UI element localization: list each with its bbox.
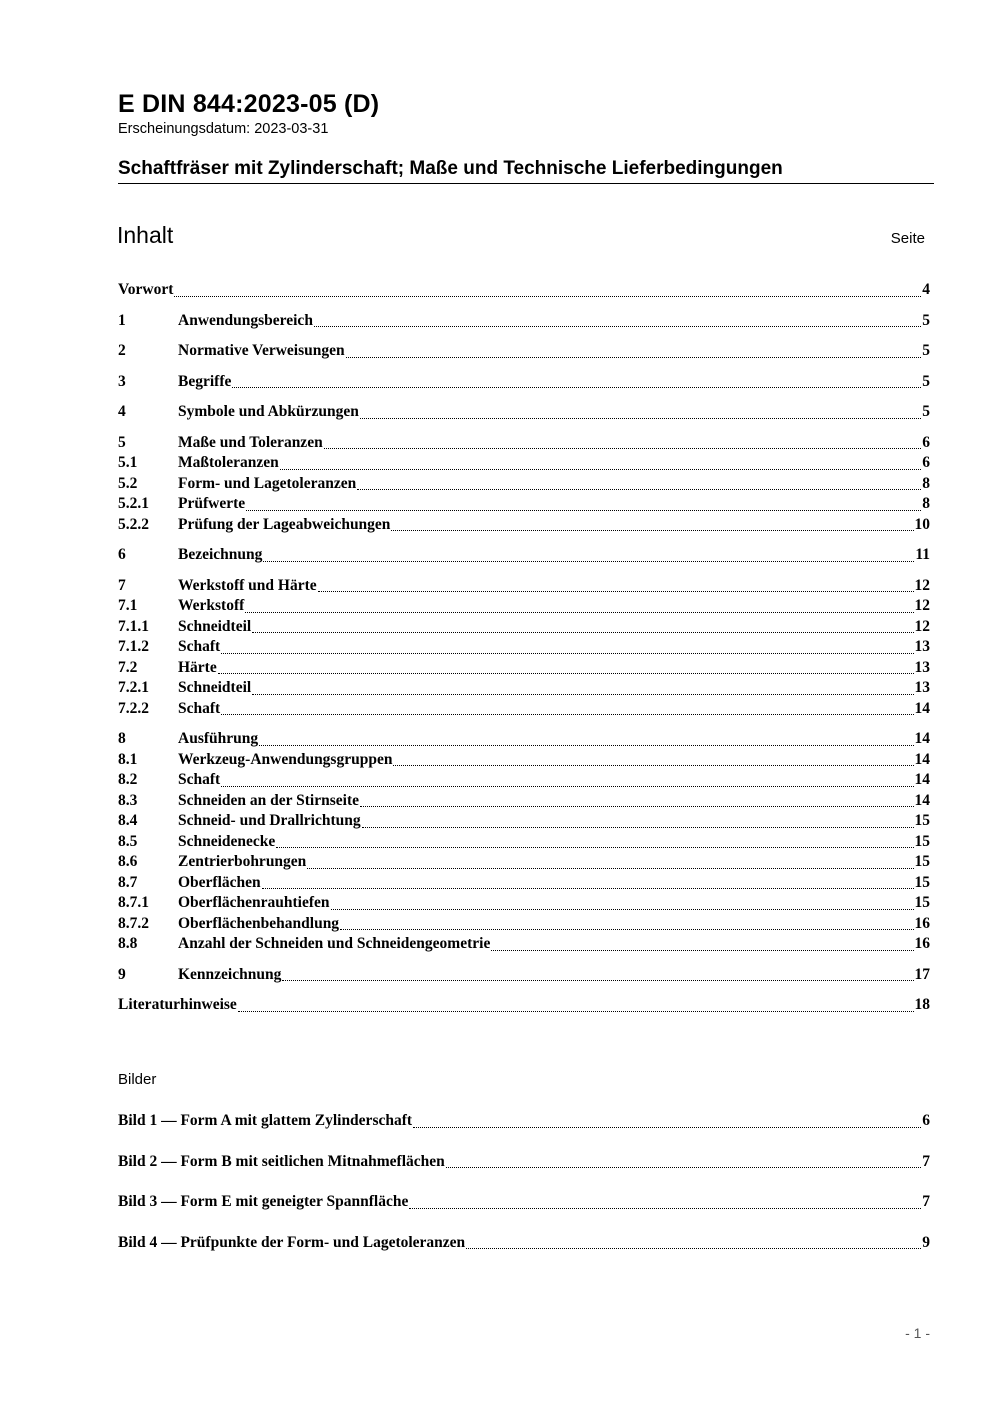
toc-entry-title: Schneiden an der Stirnseite [178,791,359,809]
toc-entry-title: Oberflächen [178,873,261,891]
toc-entry[interactable] [118,750,930,771]
toc-entry-page: 14 [914,750,930,768]
toc-entry-page: 15 [914,812,930,829]
figure-entry-title: Bild 3 — Form E mit geneigter Spannfläche [118,1193,409,1210]
figure-entry-title: Bild 2 — Form B mit seitlichen Mitnahmeflächen [118,1152,445,1170]
toc-entry-title: Literaturhinweise [118,996,237,1013]
toc-entry[interactable] [118,852,930,873]
dot-leader [221,649,913,654]
toc-entry-title: Maßtoleranzen [178,454,279,471]
dot-leader [232,383,921,388]
dot-leader [259,741,913,746]
toc-entry-number: 9 [118,965,126,983]
toc-entry-title: Schneid- und Drallrichtung [178,812,361,829]
toc-entry-title: Zentrierbohrungen [178,853,307,870]
figure-entry-page: 7 [922,1152,930,1170]
table-of-contents [118,280,930,1016]
toc-entry-title: Schaft [178,699,221,717]
dot-leader [245,608,913,613]
dot-leader [262,884,914,889]
toc-entry-number: 8.1 [118,750,138,768]
toc-entry-page: 14 [914,791,930,809]
toc-entry-number: 5.2 [118,474,138,492]
dot-leader [357,485,921,490]
document-title: E DIN 844:2023-05 (D) [118,90,380,118]
toc-entry[interactable] [118,791,930,812]
toc-entry-title: Schaft [178,638,221,655]
toc-entry-number: 8.2 [118,771,138,788]
toc-entry-number: 5.2.1 [118,495,149,512]
toc-entry-title: Symbole und Abkürzungen [178,403,359,420]
toc-entry-page: 13 [914,679,930,696]
dot-leader [391,526,913,531]
toc-entry[interactable] [118,617,930,638]
dot-leader [174,292,921,297]
toc-entry-title: Prüfung der Lageabweichungen [178,515,391,533]
toc-entry-page: 15 [914,832,930,850]
toc-entry-title: Kennzeichnung [178,965,282,983]
dot-leader [252,628,913,633]
toc-entry-title: Prüfwerte [178,495,246,512]
toc-entry-number: 8 [118,730,126,747]
toc-entry[interactable] [118,914,930,935]
toc-entry-title: Form- und Lagetoleranzen [178,474,357,492]
toc-entry-number: 5 [118,433,126,451]
toc-entry-number: 8.5 [118,832,138,850]
publication-date: Erscheinungsdatum: 2023-03-31 [118,121,329,137]
toc-entry-number: 3 [118,372,126,390]
toc-entry[interactable] [118,433,930,454]
dot-leader [413,1123,921,1128]
figure-entry-page: 6 [922,1112,930,1129]
toc-entry-page: 4 [922,281,930,298]
dot-leader [346,353,922,358]
toc-entry-number: 8.7.2 [118,914,149,932]
toc-entry[interactable] [118,474,930,495]
toc-entry-number: 7 [118,576,126,594]
figure-entry-page: 9 [922,1233,930,1251]
toc-entry-page: 14 [914,730,930,747]
dot-leader [362,823,914,828]
toc-entry-page: 18 [914,996,930,1013]
dot-leader [331,905,914,910]
figure-entry[interactable] [118,1233,930,1253]
dot-leader [263,557,914,562]
dot-leader [318,587,914,592]
figure-entry-title: Bild 1 — Form A mit glattem Zylinderschaft [118,1112,413,1129]
dot-leader [252,690,913,695]
toc-entry-title: Anwendungsbereich [178,311,313,329]
figures-heading: Bilder [118,1071,157,1088]
toc-entry-page: 6 [922,454,930,471]
toc-entry-number: 7.1.1 [118,617,149,635]
toc-entry-number: 6 [118,546,126,563]
toc-entry-page: 8 [922,474,930,492]
toc-entry-page: 10 [914,515,930,533]
toc-entry-number: 8.7 [118,873,138,891]
toc-entry-page: 15 [914,853,930,870]
toc-entry[interactable] [118,934,930,955]
dot-leader [238,1007,914,1012]
toc-entry-title: Maße und Toleranzen [178,433,323,451]
toc-entry[interactable] [118,893,930,914]
dot-leader [276,843,913,848]
toc-entry[interactable] [118,729,930,750]
dot-leader [360,414,921,419]
dot-leader [491,946,913,951]
toc-entry-title: Schneidteil [178,679,252,696]
dot-leader [360,802,914,807]
toc-entry[interactable] [118,658,930,679]
toc-entry-page: 12 [914,617,930,635]
toc-entry-page: 11 [915,546,930,563]
document-subtitle: Schaftfräser mit Zylinderschaft; Maße und Technische Lieferbedingungen [118,158,934,184]
toc-entry-number: 7.2.1 [118,679,149,696]
dot-leader [221,710,913,715]
dot-leader [314,322,921,327]
toc-entry-page: 17 [914,965,930,983]
toc-entry-number: 8.3 [118,791,138,809]
toc-page-column-label: Seite [890,230,925,247]
toc-heading: Inhalt [117,222,174,248]
toc-entry[interactable] [118,453,930,474]
toc-entry-number: 5.2.2 [118,515,149,533]
toc-entry-page: 15 [914,894,930,911]
toc-entry-title: Anzahl der Schneiden und Schneidengeometrie [178,935,491,952]
toc-entry[interactable] [118,770,930,791]
toc-entry-title: Begriffe [178,372,232,390]
dot-leader [340,925,913,930]
toc-entry[interactable] [118,811,930,832]
toc-entry-number: 8.7.1 [118,894,149,911]
dot-leader [246,506,921,511]
toc-entry-title: Oberflächenbehandlung [178,914,340,932]
dot-leader [466,1244,921,1249]
toc-entry-title: Schaft [178,771,221,788]
dot-leader [307,864,913,869]
toc-entry-page: 14 [914,699,930,717]
toc-entry-title: Oberflächenrauhtiefen [178,894,330,911]
toc-entry-title: Normative Verweisungen [178,342,345,359]
toc-entry-number: 7.1.2 [118,638,149,655]
toc-entry[interactable] [118,832,930,853]
figure-entry-page: 7 [922,1193,930,1210]
toc-entry-number: 5.1 [118,454,138,471]
toc-entry-page: 5 [922,311,930,329]
toc-entry[interactable] [118,341,930,362]
toc-entry[interactable] [118,576,930,597]
toc-entry[interactable] [118,494,930,515]
toc-entry-page: 12 [914,597,930,614]
toc-entry-title: Härte [178,658,217,676]
toc-entry-page: 8 [922,495,930,512]
toc-entry-number: 8.4 [118,812,138,829]
dot-leader [409,1204,921,1209]
toc-entry[interactable] [118,372,930,393]
toc-entry-title: Vorwort [118,281,174,298]
toc-entry-title: Werkstoff und Härte [178,576,317,594]
toc-entry[interactable] [118,637,930,658]
toc-entry-page: 13 [914,638,930,655]
toc-entry[interactable] [118,965,930,986]
dot-leader [280,465,922,470]
dot-leader [446,1163,921,1168]
figure-entry[interactable] [118,1111,930,1131]
toc-entry-title: Werkzeug-Anwendungsgruppen [178,750,393,768]
toc-entry[interactable] [118,699,930,720]
toc-entry-page: 15 [914,873,930,891]
toc-entry-title: Ausführung [178,730,259,747]
toc-entry[interactable] [118,545,930,566]
dot-leader [218,669,914,674]
page-number: - 1 - [905,1325,930,1341]
toc-entry-page: 12 [914,576,930,594]
toc-entry-title: Bezeichnung [178,546,263,563]
toc-entry[interactable] [118,280,930,301]
toc-entry-number: 2 [118,342,126,359]
figure-entry-title: Bild 4 — Prüfpunkte der Form- und Lagetoleranzen [118,1233,466,1251]
dot-leader [221,782,913,787]
dot-leader [393,761,913,766]
toc-entry-number: 1 [118,311,126,329]
toc-entry[interactable] [118,311,930,332]
dot-leader [324,444,922,449]
toc-entry[interactable] [118,515,930,536]
toc-entry-page: 16 [914,935,930,952]
toc-entry-number: 7.2.2 [118,699,149,717]
toc-entry[interactable] [118,873,930,894]
toc-entry-page: 6 [922,433,930,451]
toc-entry-number: 4 [118,403,126,420]
toc-entry[interactable] [118,596,930,617]
toc-entry[interactable] [118,678,930,699]
toc-entry-number: 7.2 [118,658,138,676]
toc-entry-number: 8.6 [118,853,138,870]
toc-entry-number: 7.1 [118,597,138,614]
toc-entry-page: 5 [922,342,930,359]
toc-entry-page: 5 [922,403,930,420]
toc-entry-page: 5 [922,372,930,390]
list-of-figures [118,1111,930,1273]
toc-entry-page: 14 [914,771,930,788]
figure-entry[interactable] [118,1192,930,1212]
toc-entry-number: 8.8 [118,935,138,952]
toc-entry-title: Schneidteil [178,617,252,635]
toc-entry-title: Schneidenecke [178,832,276,850]
toc-entry[interactable] [118,402,930,423]
dot-leader [282,976,913,981]
toc-entry-page: 13 [914,658,930,676]
toc-entry-page: 16 [914,914,930,932]
toc-entry[interactable] [118,995,930,1016]
toc-entry-title: Werkstoff [178,597,245,614]
figure-entry[interactable] [118,1152,930,1172]
